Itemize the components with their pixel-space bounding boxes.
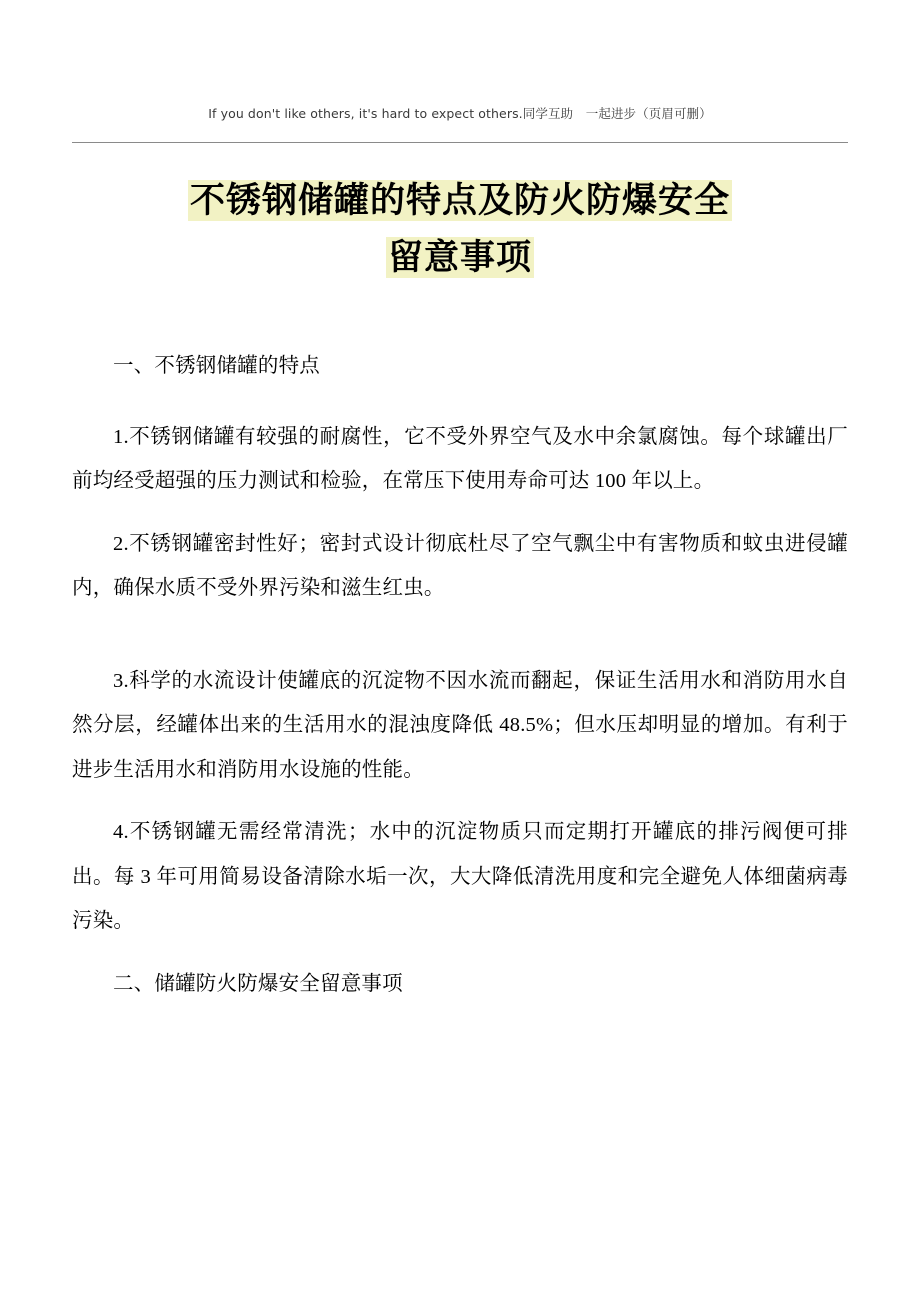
page-title-line-2 — [72, 230, 848, 287]
section-1-heading: 一、不锈钢储罐的特点 — [113, 355, 320, 378]
page-title-line-2-text: 留意事项 — [387, 237, 532, 277]
paragraph-item-1: 1.不锈钢储罐有较强的耐腐性，它不受外界空气及水中余氯腐蚀。每个球罐出厂前均经受超强的压力测试和检验，在常压下使用寿命可达 100 年以上。 — [72, 425, 848, 493]
page-title — [72, 173, 848, 286]
header-divider — [72, 142, 848, 143]
paragraph-item-3: 3.科学的水流设计使罐底的沉淀物不因水流而翻起，保证生活用水和消防用水自然分层，经罐体出来的生活用水的混浊度降低 48.5%；但水压却明显的增加。有利于进步生活用水和消防用水设施的性能。 — [72, 669, 848, 781]
page-title-line-1 — [72, 173, 848, 230]
document-body — [72, 344, 848, 1006]
section-2-heading: 二、储罐防火防爆安全留意事项 — [113, 972, 403, 995]
header-note: If you don't like others, it's hard to expect others.同学互助 一起进步（页眉可删） — [208, 106, 712, 121]
page-header — [72, 0, 848, 143]
paragraph-item-2: 2.不锈钢罐密封性好；密封式设计彻底杜尽了空气飘尘中有害物质和蚊虫进侵罐内，确保水质不受外界污染和滋生红虫。 — [72, 532, 848, 600]
page-title-line-1-text: 不锈钢储罐的特点及防火防爆安全 — [189, 181, 730, 220]
blank-line — [72, 611, 848, 641]
paragraph-item-4: 4.不锈钢罐无需经常清洗；水中的沉淀物质只而定期打开罐底的排污阀便可排出。每 3 年可用简易设备清除水垢一次，大大降低清洗用度和完全避免人体细菌病毒污染。 — [72, 821, 848, 933]
